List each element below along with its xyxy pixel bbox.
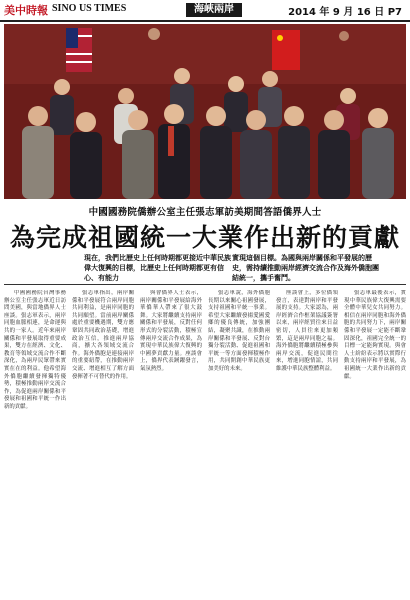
brand-chinese: 美中時報 bbox=[4, 4, 48, 17]
article-headline: 為完成祖國統一大業作出新的貢獻 bbox=[9, 223, 400, 252]
brand-english: SINO US TIMES bbox=[52, 3, 127, 14]
body-column bbox=[4, 290, 66, 596]
section-label: 海峽兩岸 bbox=[186, 3, 242, 17]
body-column bbox=[276, 290, 338, 596]
summary-right: 實現這個目標。為國與兩岸關係和平發展的歷史，需持續推動兩岸經濟交流合作及海外僑胞團結統一，攜手奮鬥。 bbox=[232, 254, 379, 282]
group-photo bbox=[4, 24, 406, 199]
paragraph: 中國國務院台灣事務辦公室主任張志軍近日訪問美國，與當地僑界人士座談。張志軍表示，兩岸同胞血脈相連，是命運與共的一家人。近年來兩岸關係和平發展取得重要成果，雙方在經濟、文化、教育等領域交流合作不斷深化，為兩岸民眾帶來實實在在的利益。他希望海外僑胞繼續發揮獨特優勢，積極推動兩岸交流合作，為促進兩岸關係和平發展和祖國和平統一作出新的貢獻。 bbox=[4, 290, 66, 410]
body-column bbox=[72, 290, 134, 596]
article-body bbox=[4, 290, 406, 596]
body-column bbox=[208, 290, 270, 596]
paragraph: 座談會上，多位僑領發言，表達對兩岸和平發展的支持。大家認為，兩岸經濟合作框架協議簽署以來，兩岸經貿往來日益密切，人員往來更加頻繁，這是兩岸同胞之福。海外僑胞將繼續積極參與兩岸交流，促進民間往來，增進同胞情誼，共同維護中華民族整體利益。 bbox=[276, 290, 338, 372]
masthead bbox=[0, 0, 410, 22]
summary-left: 現在，我們比歷史上任何時期都更接近中華民族偉大復興的目標，比歷史上任何時期都更有信心、有能力 bbox=[84, 254, 231, 282]
publication-date: 2014 年 9 月 16 日 P7 bbox=[288, 7, 402, 18]
paragraph: 張志軍最後表示，實現中華民族偉大復興需要全體中華兒女共同努力。相信在兩岸同胞和海外僑胞的共同努力下，兩岸關係和平發展一定能不斷鞏固深化，祖國完全統一的目標一定能夠實現。與會人士紛紛表示將以實際行動支持兩岸和平發展，為祖國統一大業作出新的貢獻。 bbox=[344, 290, 406, 380]
article-subheadline: 中國國務院僑辦公室主任張志軍訪美期間答語僑界人士 bbox=[88, 207, 322, 218]
divider bbox=[4, 284, 406, 285]
group-photo-icon bbox=[4, 24, 406, 199]
paragraph: 張志軍指出，兩岸關係和平發展符合兩岸同胞共同利益，是兩岸同胞的共同願望。當前兩岸關係處於重要機遇期，雙方應鞏固共同政治基礎，增進政治互信，推進兩岸協商，擴大各領域交流合作。海外僑胞是連接兩岸的重要紐帶，在推動兩岸交流、增進相互了解方面發揮著不可替代的作用。 bbox=[72, 290, 134, 380]
paragraph: 張志軍說，海外僑胞長期以來關心祖國發展，支持祖國和平統一事業。希望大家繼續發揚愛國愛鄉的優良傳統，加強團結，凝聚共識，在推動兩岸關係和平發展、反對台獨分裂活動、促進祖國和平統一等方面發揮積極作用，共同開創中華民族更加美好的未來。 bbox=[208, 290, 270, 372]
body-column bbox=[140, 290, 202, 596]
body-column bbox=[344, 290, 406, 596]
paragraph: 與會僑界人士表示，兩岸關係和平發展給海外華僑華人帶來了很大鼓舞。大家將繼續支持兩岸關係和平發展，反對任何形式的分裂活動，積極宣傳兩岸交流合作成果，為實現中華民族偉大復興的中國夢貢獻力量。座談會上，僑界代表踴躍發言，氣氛熱烈。 bbox=[140, 290, 202, 372]
